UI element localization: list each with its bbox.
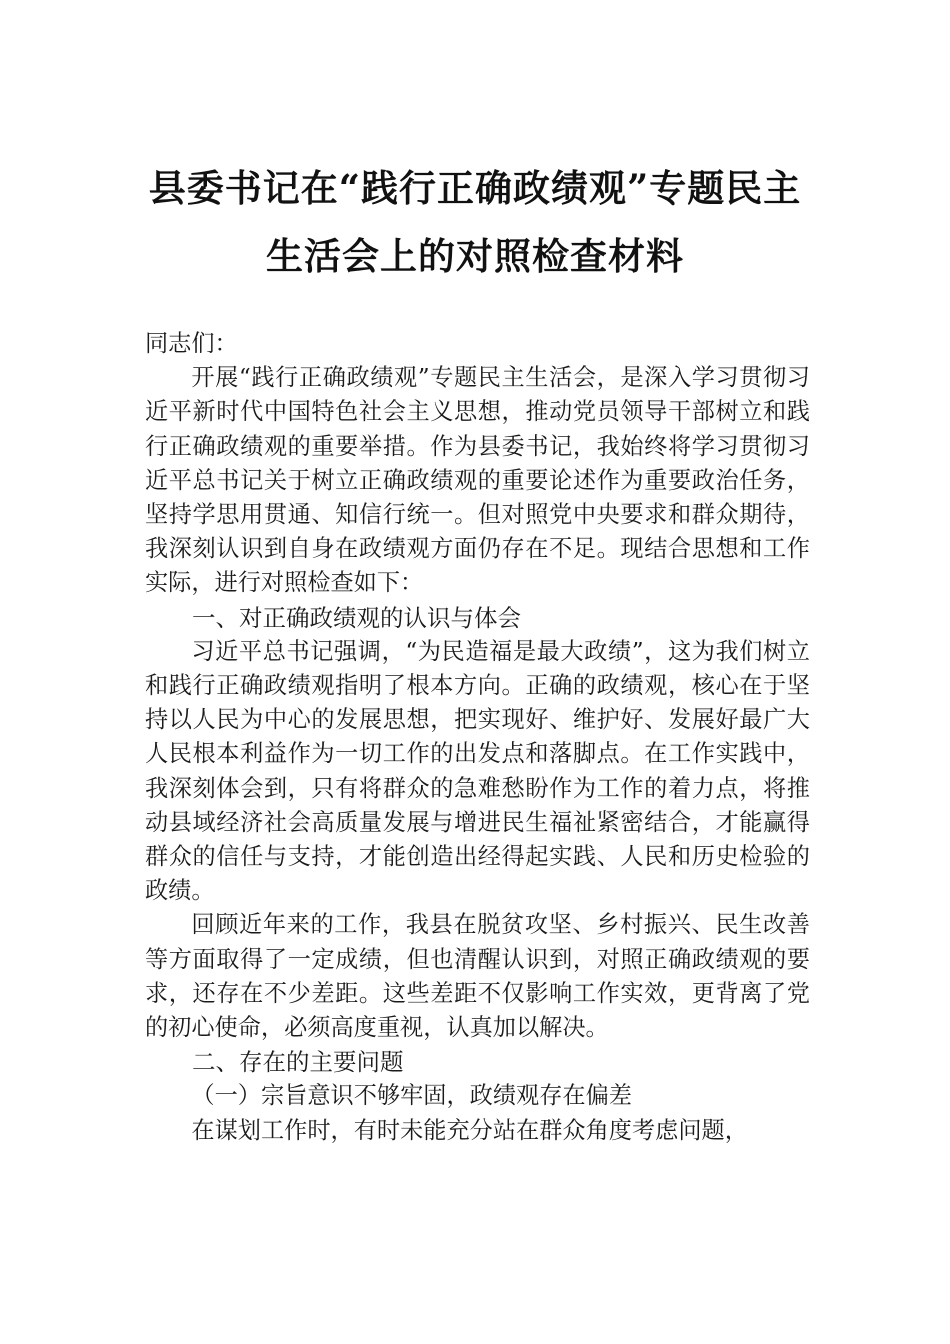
section-heading-2: 二、存在的主要问题 [192, 1048, 404, 1077]
document-body [145, 327, 810, 1148]
subsection-heading-1: （一）宗旨意识不够牢固，政绩观存在偏差 [191, 1082, 632, 1110]
document-title-line-2: 生活会上的对照检查材料 [266, 234, 684, 278]
paragraph-understanding: 习近平总书记强调，“为民造福是最大政绩”，这为我们树立和践行正确政绩观指明了根本方向。正确的政绩观，核心在于坚持以人民为中心的发展思想，把实现好、维护好、发展好最广大人民根本利益作为一切工作的出发点和落脚点。在工作实践中，我深刻体会到，只有将群众的急难愁盼作为工作的着力点，将推动县域经济社会高质量发展与增进民生福祉紧密结合，才能赢得群众的信任与支持，才能创造出经得起实践、人民和历史检验的政绩。 [145, 637, 810, 905]
paragraph-problem-1: 在谋划工作时，有时未能充分站在群众角度考虑问题， [191, 1116, 748, 1144]
salutation: 同志们： [145, 330, 238, 357]
document-title-line-1: 县委书记在“践行正确政绩观”专题民主 [148, 166, 802, 210]
section-heading-1: 一、对正确政绩观的认识与体会 [192, 603, 521, 632]
paragraph-intro: 开展“践行正确政绩观”专题民主生活会，是深入学习贯彻习近平新时代中国特色社会主义思想，推动党员领导干部树立和践行正确政绩观的重要举措。作为县委书记，我始终将学习贯彻习近平总书记关于树立正确政绩观的重要论述作为重要政治任务，坚持学思用贯通、知信行统一。但对照党中央要求和群众期待，我深刻认识到自身在政绩观方面仍存在不足。现结合思想和工作实际，进行对照检查如下： [145, 364, 810, 597]
paragraph-review: 回顾近年来的工作，我县在脱贫攻坚、乡村振兴、民生改善等方面取得了一定成绩，但也清醒认识到，对照正确政绩观的要求，还存在不少差距。这些差距不仅影响工作实效，更背离了党的初心使命，必须高度重视，认真加以解决。 [145, 911, 810, 1042]
